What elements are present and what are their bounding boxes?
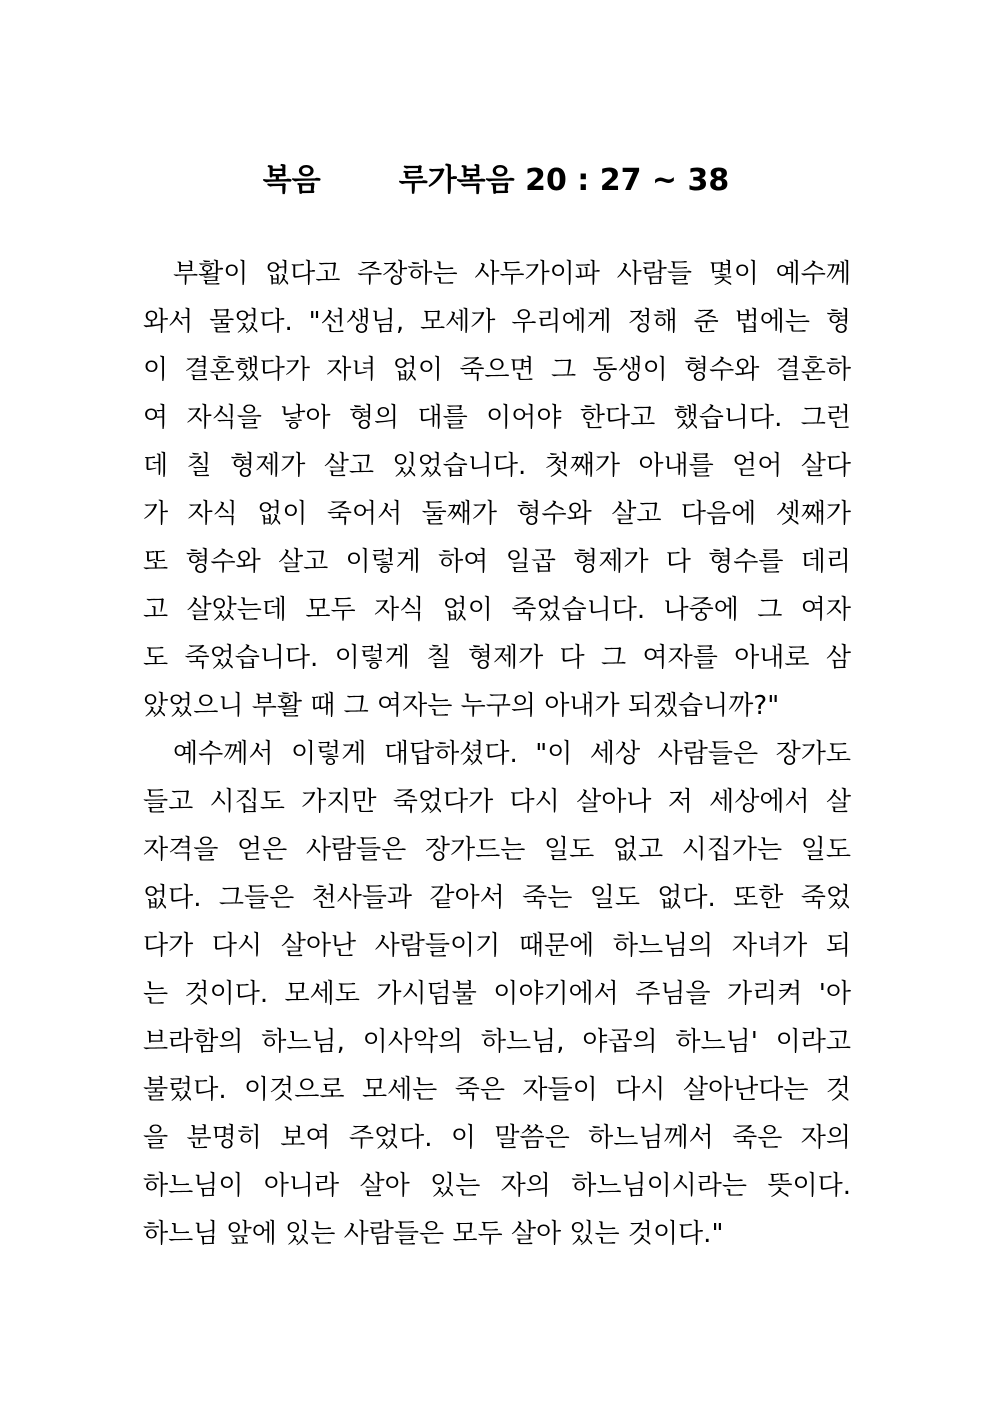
text-line: 도 죽었습니다. 이렇게 칠 형제가 다 그 여자를 아내로 삼: [143, 643, 851, 673]
text-line: 는 것이다. 모세도 가시덤불 이야기에서 주님을 가리켜 '아: [143, 979, 851, 1009]
text-line: 다가 다시 살아난 사람들이기 때문에 하느님의 자녀가 되: [143, 931, 851, 961]
text-line: 부활이 없다고 주장하는 사두가이파 사람들 몇이 예수께: [173, 259, 851, 289]
text-line: 고 살았는데 모두 자식 없이 죽었습니다. 나중에 그 여자: [143, 595, 851, 625]
text-line: 데 칠 형제가 살고 있었습니다. 첫째가 아내를 얻어 살다: [143, 451, 851, 481]
text-line: 와서 물었다. "선생님, 모세가 우리에게 정해 준 법에는 형: [143, 307, 851, 337]
text-line: 들고 시집도 가지만 죽었다가 다시 살아나 저 세상에서 살: [143, 787, 851, 817]
text-line: 하느님 앞에 있는 사람들은 모두 살아 있는 것이다.": [143, 1219, 724, 1249]
text-line: 자격을 얻은 사람들은 장가드는 일도 없고 시집가는 일도: [143, 835, 851, 865]
text-line: 하느님이 아니라 살아 있는 자의 하느님이시라는 뜻이다.: [143, 1171, 851, 1201]
text-line: 가 자식 없이 죽어서 둘째가 형수와 살고 다음에 셋째가: [143, 499, 851, 529]
text-line: 을 분명히 보여 주었다. 이 말씀은 하느님께서 죽은 자의: [143, 1123, 851, 1153]
text-line: 예수께서 이렇게 대답하셨다. "이 세상 사람들은 장가도: [173, 739, 851, 769]
page-title: [0, 158, 992, 204]
scripture-body: [143, 250, 851, 1258]
title-label: 복음: [262, 163, 321, 198]
text-line: 또 형수와 살고 이렇게 하여 일곱 형제가 다 형수를 데리: [143, 547, 851, 577]
text-line: 이 결혼했다가 자녀 없이 죽으면 그 동생이 형수와 결혼하: [143, 355, 851, 385]
text-line: 불렀다. 이것으로 모세는 죽은 자들이 다시 살아난다는 것: [143, 1075, 851, 1105]
text-line: 없다. 그들은 천사들과 같아서 죽는 일도 없다. 또한 죽었: [143, 883, 851, 913]
text-line: 았었으니 부활 때 그 여자는 누구의 아내가 되겠습니까?": [143, 691, 780, 721]
text-line: 여 자식을 낳아 형의 대를 이어야 한다고 했습니다. 그런: [143, 403, 851, 433]
text-line: 브라함의 하느님, 이사악의 하느님, 야곱의 하느님' 이라고: [143, 1027, 851, 1057]
title-reference: 루가복음 20 : 27 ~ 38: [398, 163, 730, 198]
